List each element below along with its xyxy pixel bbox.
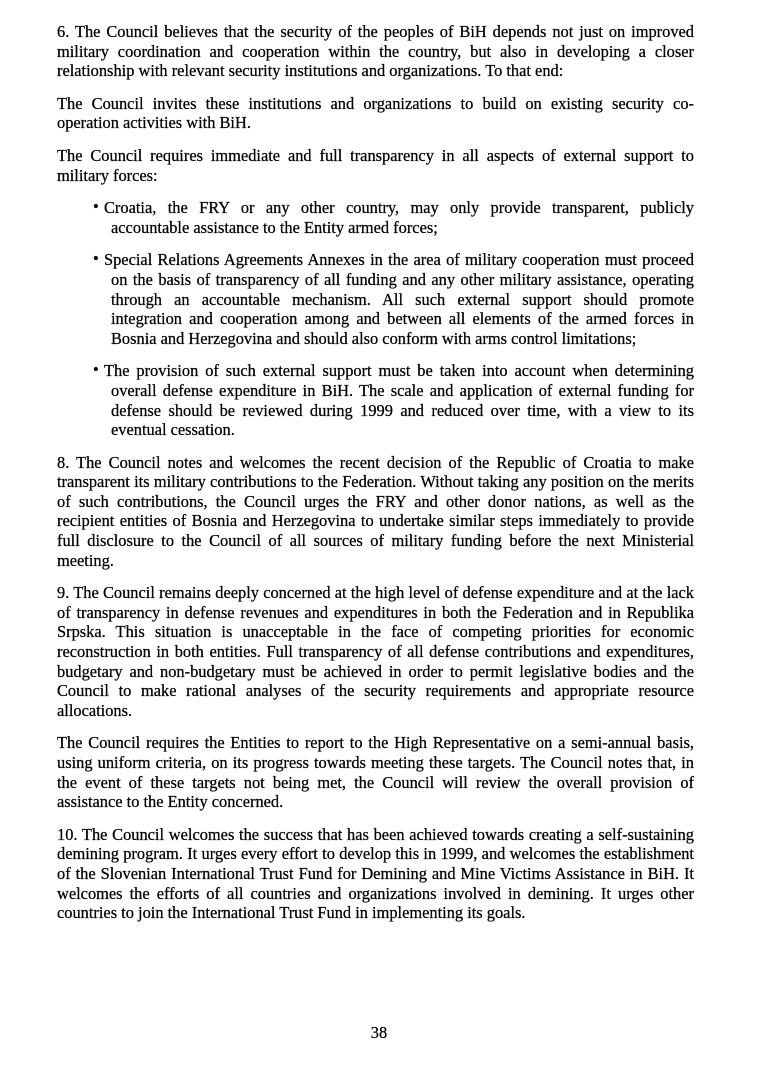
bullet-item-special-relations [57, 250, 694, 348]
paragraph-6: 6. The Council believes that the security of the peoples of BiH depends not just on improved military coordination and cooperation within the country, but also in developing a closer relationship with relevant security institutions and organizations. To that end: [57, 22, 694, 81]
bullet-item-external-support [57, 361, 694, 439]
bullet-text: Special Relations Agreements Annexes in the area of military cooperation must proceed on the basis of transparency of all funding and any other military assistance, operating through an accountable mechanism. All such external support should promote integration and cooperation among and between all elements of the armed forces in Bosnia and Herzegovina and should also conform with arms control limitations; [104, 250, 694, 348]
bullet-item-croatia-fry [57, 198, 694, 237]
bullet-text: Croatia, the FRY or any other country, may only provide transparent, publicly accountable assistance to the Entity armed forces; [104, 198, 694, 237]
bullet-marker-icon: • [93, 249, 99, 269]
paragraph-transparency-requirement: The Council requires immediate and full transparency in all aspects of external support to military forces: [57, 145, 694, 185]
bullet-text: The provision of such external support must be taken into account when determining overall defense expenditure in BiH. The scale and application of external funding for defense should be reviewed during 1999 and reduced over time, with a view to its eventual cessation. [104, 361, 694, 440]
bullet-marker-icon: • [93, 197, 99, 217]
bullet-marker-icon: • [93, 360, 99, 380]
paragraph-8: 8. The Council notes and welcomes the recent decision of the Republic of Croatia to make transparent its military contributions to the Federation. Without taking any position on the merits of such contributions, the Council urges the FRY and other donor nations, as well as the recipient entities of Bosnia and Herzegovina to undertake similar steps immediately to provide full disclosure to the Council of all sources of military funding before the next Ministerial meeting. [57, 452, 694, 570]
paragraph-9: 9. The Council remains deeply concerned at the high level of defense expenditure and at the lack of transparency in defense revenues and expenditures in both the Federation and in Republika Srpska. This situation is unacceptable in the face of competing priorities for economic reconstruction in both entities. Full transparency of all defense contributions and expenditures, budgetary and non-budgetary must be achieved in order to permit legislative bodies and the Council to make rational analyses of the security requirements and appropriate resource allocations. [57, 583, 694, 720]
paragraph-council-invites: The Council invites these institutions and organizations to build on existing security co-operation activities with BiH. [57, 93, 694, 133]
paragraph-entities-report: The Council requires the Entities to report to the High Representative on a semi-annual basis, using uniform criteria, on its progress towards meeting these targets. The Council notes that, in the event of these targets not being met, the Council will review the overall provision of assistance to the Entity concerned. [57, 733, 694, 812]
page-number: 38 [370, 1023, 388, 1042]
document-body [57, 22, 694, 936]
paragraph-10: 10. The Council welcomes the success that has been achieved towards creating a self-sustaining demining program. It urges every effort to develop this in 1999, and welcomes the establishment of the Slovenian International Trust Fund for Demining and Mine Victims Assistance in BiH. It welcomes the efforts of all countries and organizations involved in demining. It urges other countries to join the International Trust Fund in implementing its goals. [57, 824, 694, 923]
